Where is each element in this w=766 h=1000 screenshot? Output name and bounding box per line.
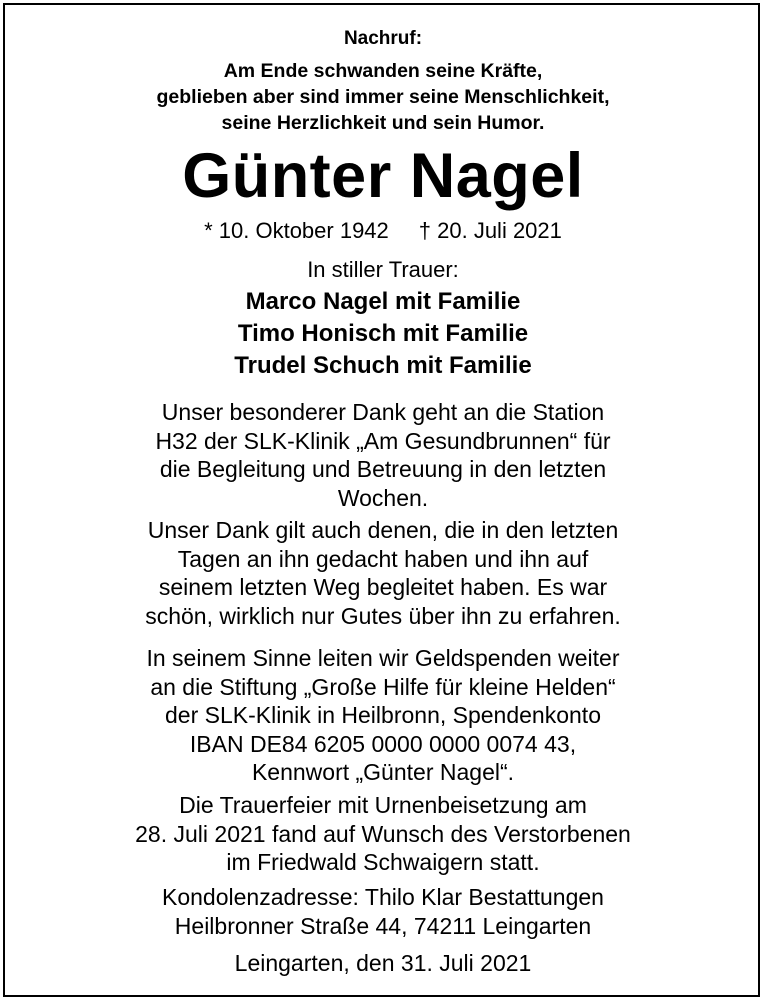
paragraph-line: Heilbronner Straße 44, 74211 Leingarten xyxy=(174,912,592,939)
iban-line: IBAN DE84 6205 0000 0000 0074 43, xyxy=(189,730,577,757)
paragraph-line: im Friedwald Schwaigern statt. xyxy=(226,849,540,875)
life-dates xyxy=(0,216,766,246)
condolence-address xyxy=(0,883,766,940)
paragraph-line: Unser besonderer Dank geht an die Station xyxy=(161,399,605,425)
paragraph-line: H32 der SLK-Klinik „Am Gesundbrunnen“ für xyxy=(155,427,611,454)
paragraph-line: In seinem Sinne leiten wir Geldspenden weiter xyxy=(146,645,620,671)
paragraph-line: schön, wirklich nur Gutes über ihn zu erfahren. xyxy=(145,602,621,629)
motto-line: seine Herzlichkeit und sein Humor. xyxy=(221,112,545,134)
paragraph-line: an die Stiftung „Große Hilfe für kleine Helden“ xyxy=(150,673,616,700)
place-date-closing: Leingarten, den 31. Juli 2021 xyxy=(234,950,532,976)
mourner-entry: Timo Honisch mit Familie xyxy=(237,320,529,347)
motto-line: Am Ende schwanden seine Kräfte, xyxy=(223,60,543,82)
motto-block xyxy=(0,58,766,136)
paragraph-line: Unser Dank gilt auch denen, die in den letzten xyxy=(147,517,619,543)
paragraph-line: seinem letzten Weg begleitet haben. Es war xyxy=(158,574,608,600)
funeral-paragraph xyxy=(0,791,766,877)
donation-paragraph xyxy=(0,644,766,787)
paragraph-line: Kennwort „Günter Nagel“. xyxy=(251,759,515,785)
mourners-list xyxy=(0,286,766,382)
thanks-station-paragraph xyxy=(0,398,766,512)
mourner-entry: Trudel Schuch mit Familie xyxy=(234,352,532,379)
mourning-label: In stiller Trauer: xyxy=(307,257,459,282)
paragraph-line: Wochen. xyxy=(337,484,429,511)
paragraph-line: Kondolenzadresse: Thilo Klar Bestattungen xyxy=(162,884,604,910)
deceased-name: Günter Nagel xyxy=(182,141,584,211)
paragraph-line: die Begleitung und Betreuung in den letzten xyxy=(159,456,607,482)
birth-date: * 10. Oktober 1942 xyxy=(204,218,389,243)
notice-heading: Nachruf: xyxy=(343,28,423,49)
mourner-entry: Marco Nagel mit Familie xyxy=(245,288,521,315)
paragraph-line: Tagen an ihn gedacht haben und ihn auf xyxy=(177,545,589,572)
paragraph-line: der SLK-Klinik in Heilbronn, Spendenkonto xyxy=(165,702,601,728)
motto-line: geblieben aber sind immer seine Menschlichkeit, xyxy=(156,86,610,108)
paragraph-line: 28. Juli 2021 fand auf Wunsch des Verstorbenen xyxy=(135,820,631,847)
paragraph-line: Die Trauerfeier mit Urnenbeisetzung am xyxy=(179,792,587,818)
thanks-friends-paragraph xyxy=(0,516,766,630)
death-date: † 20. Juli 2021 xyxy=(418,218,562,243)
